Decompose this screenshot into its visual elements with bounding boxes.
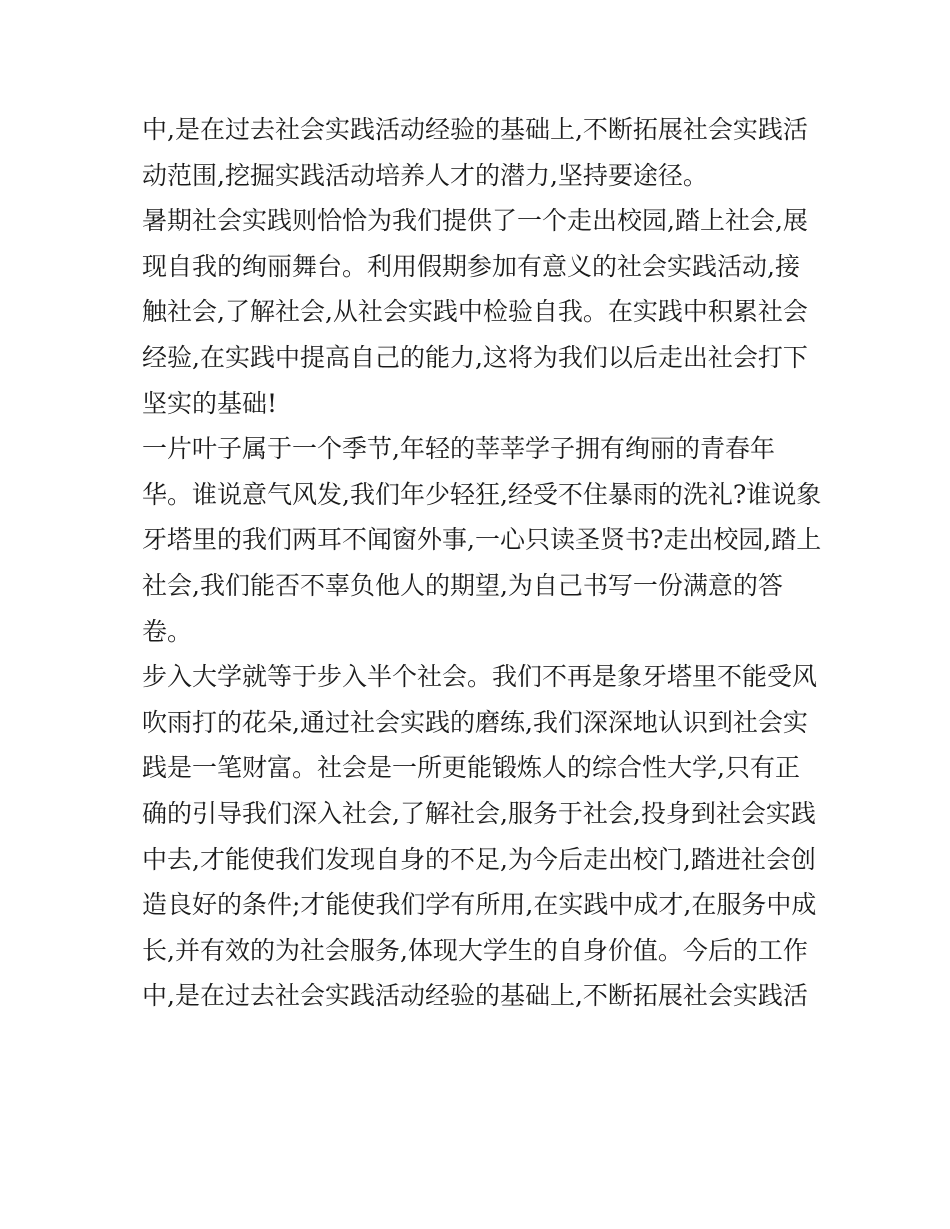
text-line: 坚实的基础! xyxy=(142,388,278,418)
text-line: 中去,才能使我们发现自身的不足,为今后走出校门,踏进社会创 xyxy=(142,844,816,874)
text-line: 吹雨打的花朵,通过社会实践的磨练,我们深深地认识到社会实 xyxy=(142,707,808,737)
document-body xyxy=(142,107,822,1019)
text-line: 中,是在过去社会实践活动经验的基础上,不断拓展社会实践活 xyxy=(142,981,808,1011)
text-line: 一片叶子属于一个季节,年轻的莘莘学子拥有绚丽的青春年 xyxy=(142,434,775,464)
text-line: 动范围,挖掘实践活动培养人才的潜力,坚持要途径。 xyxy=(142,160,708,190)
text-line: 造良好的条件;才能使我们学有所用,在实践中成才,在服务中成 xyxy=(142,890,817,920)
text-line: 卷。 xyxy=(142,616,193,646)
text-line: 触社会,了解社会,从社会实践中检验自我。在实践中积累社会 xyxy=(142,297,808,327)
text-line: 中,是在过去社会实践活动经验的基础上,不断拓展社会实践活 xyxy=(142,115,808,144)
text-line: 经验,在实践中提高自己的能力,这将为我们以后走出社会打下 xyxy=(142,342,808,372)
text-line: 确的引导我们深入社会,了解社会,服务于社会,投身到社会实践 xyxy=(142,798,816,828)
text-line: 践是一笔财富。社会是一所更能锻炼人的综合性大学,只有正 xyxy=(142,753,800,783)
text-line: 现自我的绚丽舞台。利用假期参加有意义的社会实践活动,接 xyxy=(142,251,800,281)
text-line: 牙塔里的我们两耳不闻窗外事,一心只读圣贤书?走出校园,踏上 xyxy=(142,525,822,555)
text-line: 长,并有效的为社会服务,体现大学生的自身价值。今后的工作 xyxy=(142,935,808,965)
text-line: 华。谁说意气风发,我们年少轻狂,经受不住暴雨的洗礼?谁说象 xyxy=(142,479,822,509)
text-line: 暑期社会实践则恰恰为我们提供了一个走出校园,踏上社会,展 xyxy=(142,206,808,236)
text-line: 步入大学就等于步入半个社会。我们不再是象牙塔里不能受风 xyxy=(142,662,818,692)
text-line: 社会,我们能否不辜负他人的期望,为自己书写一份满意的答 xyxy=(142,570,783,600)
